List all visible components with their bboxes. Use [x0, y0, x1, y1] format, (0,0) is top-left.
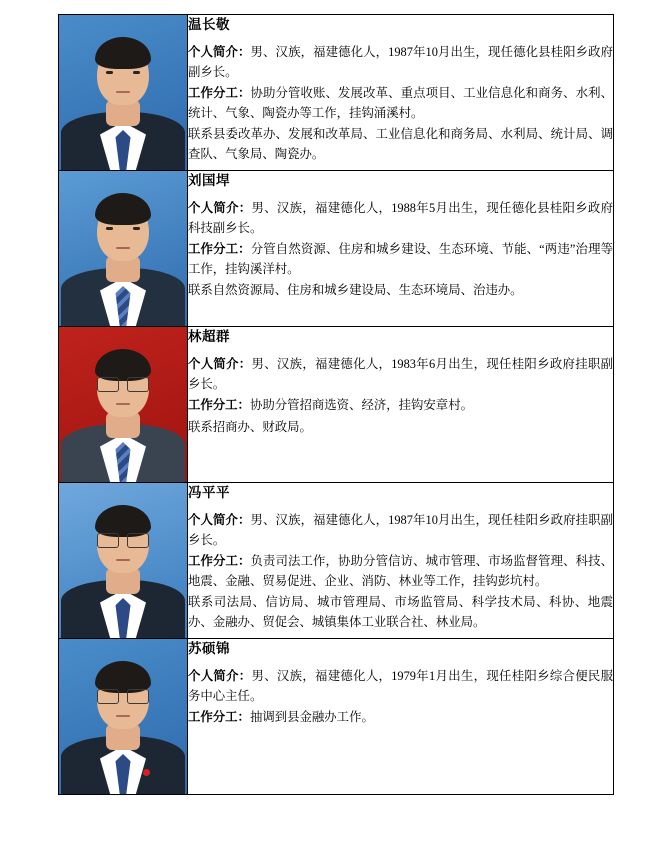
portrait-photo: [59, 171, 187, 326]
bio-text: 男、汉族，福建德化人，1987年10月出生，现任桂阳乡政府挂职副乡长。: [188, 513, 614, 547]
photo-cell: [59, 483, 188, 639]
glasses-shape: [97, 377, 149, 391]
table-row: [59, 15, 614, 171]
party-badge-icon: [143, 769, 150, 776]
duty-label: 工作分工：: [188, 554, 251, 568]
duty-text: 抽调到县金融办工作。: [249, 710, 374, 724]
table-row: [59, 639, 614, 795]
duty-label: 工作分工：: [188, 242, 251, 256]
contact-paragraph: [188, 418, 613, 438]
duty-label: 工作分工：: [188, 710, 250, 724]
bio-label: 个人简介：: [188, 201, 252, 215]
mouth-shape: [116, 715, 130, 717]
photo-cell: [59, 327, 188, 483]
contact-text: 联系司法局、信访局、城市管理局、市场监管局、科学技术局、科协、地震办、金融办、贸促会、城镇集体工业联合社、林业局。: [188, 595, 613, 629]
glasses-shape: [97, 533, 149, 547]
duty-paragraph: [188, 84, 613, 123]
contact-paragraph: [188, 593, 613, 632]
contact-paragraph: [188, 281, 613, 301]
bio-label: 个人简介：: [188, 513, 251, 527]
bio-paragraph: [188, 199, 613, 238]
bio-text: 男、汉族，福建德化人，1979年1月出生，现任桂阳乡综合便民服务中心主任。: [188, 669, 614, 703]
duty-paragraph: [188, 240, 613, 279]
duty-text: 负责司法工作，协助分管信访、城市管理、市场监督管理、科技、地震、金融、贸易促进、企业、消防、林业等工作，挂钩彭坑村。: [188, 554, 614, 588]
personnel-table: [58, 14, 614, 795]
bio-text: 男、汉族，福建德化人，1987年10月出生，现任德化县桂阳乡政府副乡长。: [188, 45, 614, 79]
contact-text: 联系招商办、财政局。: [188, 419, 312, 434]
bio-paragraph: [188, 43, 613, 82]
bio-cell: [188, 483, 614, 639]
portrait-photo: [59, 639, 187, 794]
table-row: [59, 171, 614, 327]
bio-label: 个人简介：: [188, 357, 252, 371]
bio-label: 个人简介：: [188, 669, 252, 683]
bio-cell: [188, 639, 614, 795]
bio-paragraph: [188, 667, 613, 706]
bio-label: 个人简介：: [188, 45, 251, 59]
contact-text: 联系自然资源局、住房和城乡建设局、生态环境局、治违办。: [188, 283, 523, 297]
person-name: 冯平平: [188, 485, 230, 500]
duty-paragraph: [188, 552, 613, 591]
mouth-shape: [116, 247, 130, 249]
person-name: 温长敬: [188, 17, 230, 32]
bio-text: 男、汉族，福建德化人，1988年5月出生，现任德化县桂阳乡政府科技副乡长。: [188, 201, 614, 235]
mouth-shape: [116, 559, 130, 561]
eye-right: [133, 71, 140, 74]
duty-text: 协助分管招商选资、经济，挂钩安章村。: [249, 398, 473, 412]
bio-text: 男、汉族，福建德化人，1983年6月出生，现任桂阳乡政府挂职副乡长。: [188, 357, 614, 391]
person-name: 苏硕锦: [188, 641, 230, 656]
photo-cell: [59, 171, 188, 327]
duty-text: 协助分管收账、发展改革、重点项目、工业信息化和商务、水利、统计、气象、陶瓷办等工作，挂钩涌溪村。: [188, 86, 614, 120]
eye-right: [133, 227, 140, 230]
person-name: 刘国垾: [188, 173, 230, 188]
duty-paragraph: [188, 396, 613, 416]
duty-label: 工作分工：: [188, 398, 250, 412]
portrait-photo: [59, 327, 187, 482]
photo-cell: [59, 15, 188, 171]
bio-paragraph: [188, 511, 613, 550]
portrait-photo: [59, 15, 187, 170]
eye-left: [106, 71, 113, 74]
contact-text: 联系县委改革办、发展和改革局、工业信息化和商务局、水利局、统计局、调查队、气象局、陶瓷办。: [188, 127, 613, 161]
contact-paragraph: [188, 125, 613, 164]
photo-cell: [59, 639, 188, 795]
bio-cell: [188, 327, 614, 483]
person-name: 林超群: [188, 329, 230, 344]
eye-left: [106, 227, 113, 230]
glasses-shape: [97, 689, 149, 703]
portrait-photo: [59, 483, 187, 638]
bio-cell: [188, 171, 614, 327]
duty-label: 工作分工：: [188, 86, 251, 100]
duty-paragraph: [188, 708, 613, 728]
table-row: [59, 483, 614, 639]
bio-cell: [188, 15, 614, 171]
mouth-shape: [116, 403, 130, 405]
duty-text: 分管自然资源、住房和城乡建设、生态环境、节能、“两违”治理等工作，挂钩溪洋村。: [188, 242, 614, 276]
mouth-shape: [116, 91, 130, 93]
bio-paragraph: [188, 355, 613, 394]
table-row: [59, 327, 614, 483]
